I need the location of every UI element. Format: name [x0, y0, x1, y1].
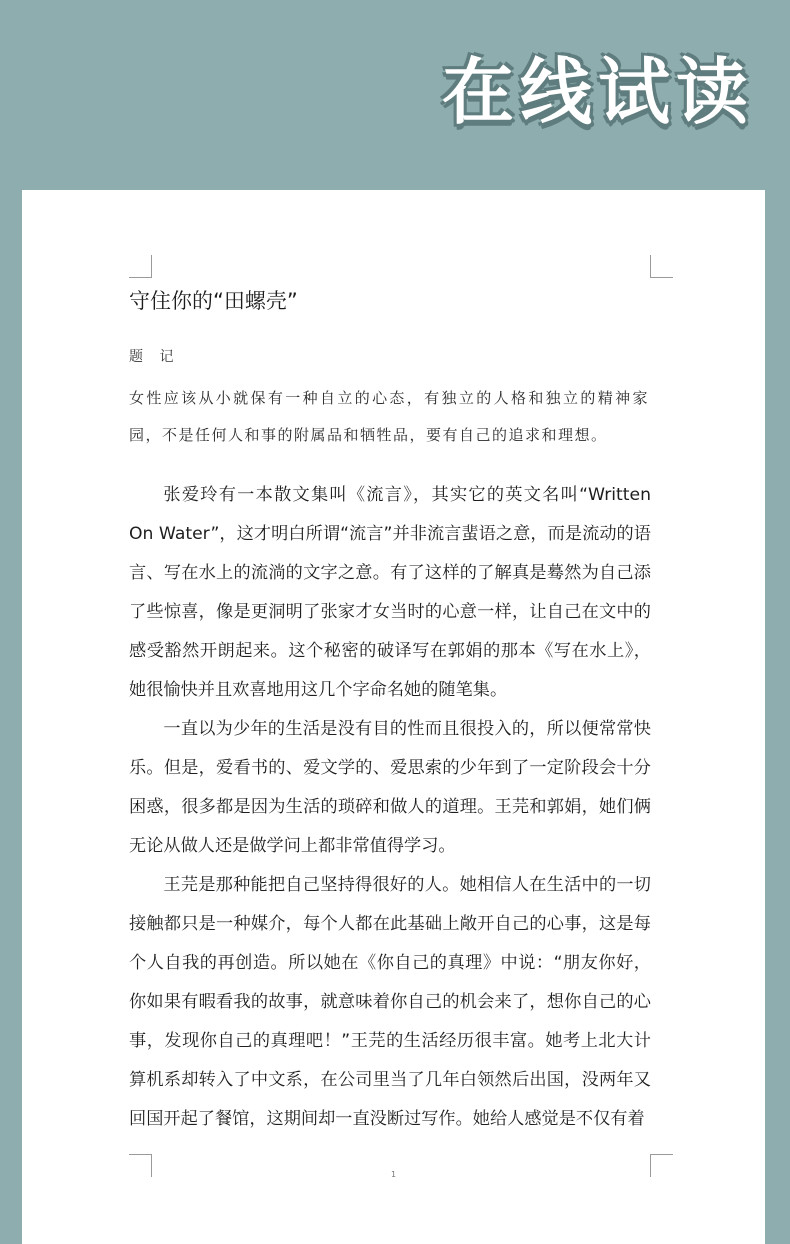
- paragraph-2: 一直以为少年的生活是没有目的性而且很投入的，所以便常常快乐。但是，爱看书的、爱文学的、爱思索的少年到了一定阶段会十分困惑，很多都是因为生活的琐碎和做人的道理。王芫和郭娟，她们俩无论从做人还是做学问上都非常值得学习。: [129, 719, 651, 856]
- crop-mark-top-left: [129, 255, 152, 278]
- document-page: [22, 190, 765, 1244]
- page-number: 1: [390, 1170, 397, 1179]
- banner-title: 在线试读: [441, 50, 754, 134]
- document-title: 守住你的“田螺壳”: [129, 289, 298, 313]
- crop-mark-top-right: [650, 255, 673, 278]
- paragraph-3: 王芫是那种能把自己坚持得很好的人。她相信人在生活中的一切接触都只是一种媒介，每个人都在此基础上敞开自己的心事，这是每个人自我的再创造。所以她在《你自己的真理》中说：“朋友你好，你如果有暇看我的故事，就意味着你自己的机会来了，想你自己的心事，发现你自己的真理吧！”王芫的生活经历很丰富。她考上北大计算机系却转入了中文系，在公司里当了几年白领然后出国，没两年又回国开起了餐馆，这期间却一直没断过写作。她给人感觉是不仅有着: [129, 875, 651, 1129]
- body-text: [129, 476, 651, 1139]
- epigraph-heading: 题 记: [129, 349, 180, 365]
- epigraph-text: 女性应该从小就保有一种自立的心态，有独立的人格和独立的精神家园，不是任何人和事的附属品和牺牲品，要有自己的追求和理想。: [129, 389, 649, 444]
- paragraph-1: 张爱玲有一本散文集叫《流言》，其实它的英文名叫“Written On Water”，这才明白所谓“流言”并非流言蜚语之意，而是流动的语言、写在水上的流淌的文字之意。有了这样的了解真是蓦然为自己添了些惊喜，像是更洞明了张家才女当时的心意一样，让自己在文中的感受豁然开朗起来。这个秘密的破译写在郭娟的那本《写在水上》，她很愉快并且欢喜地用这几个字命名她的随笔集。: [129, 485, 651, 700]
